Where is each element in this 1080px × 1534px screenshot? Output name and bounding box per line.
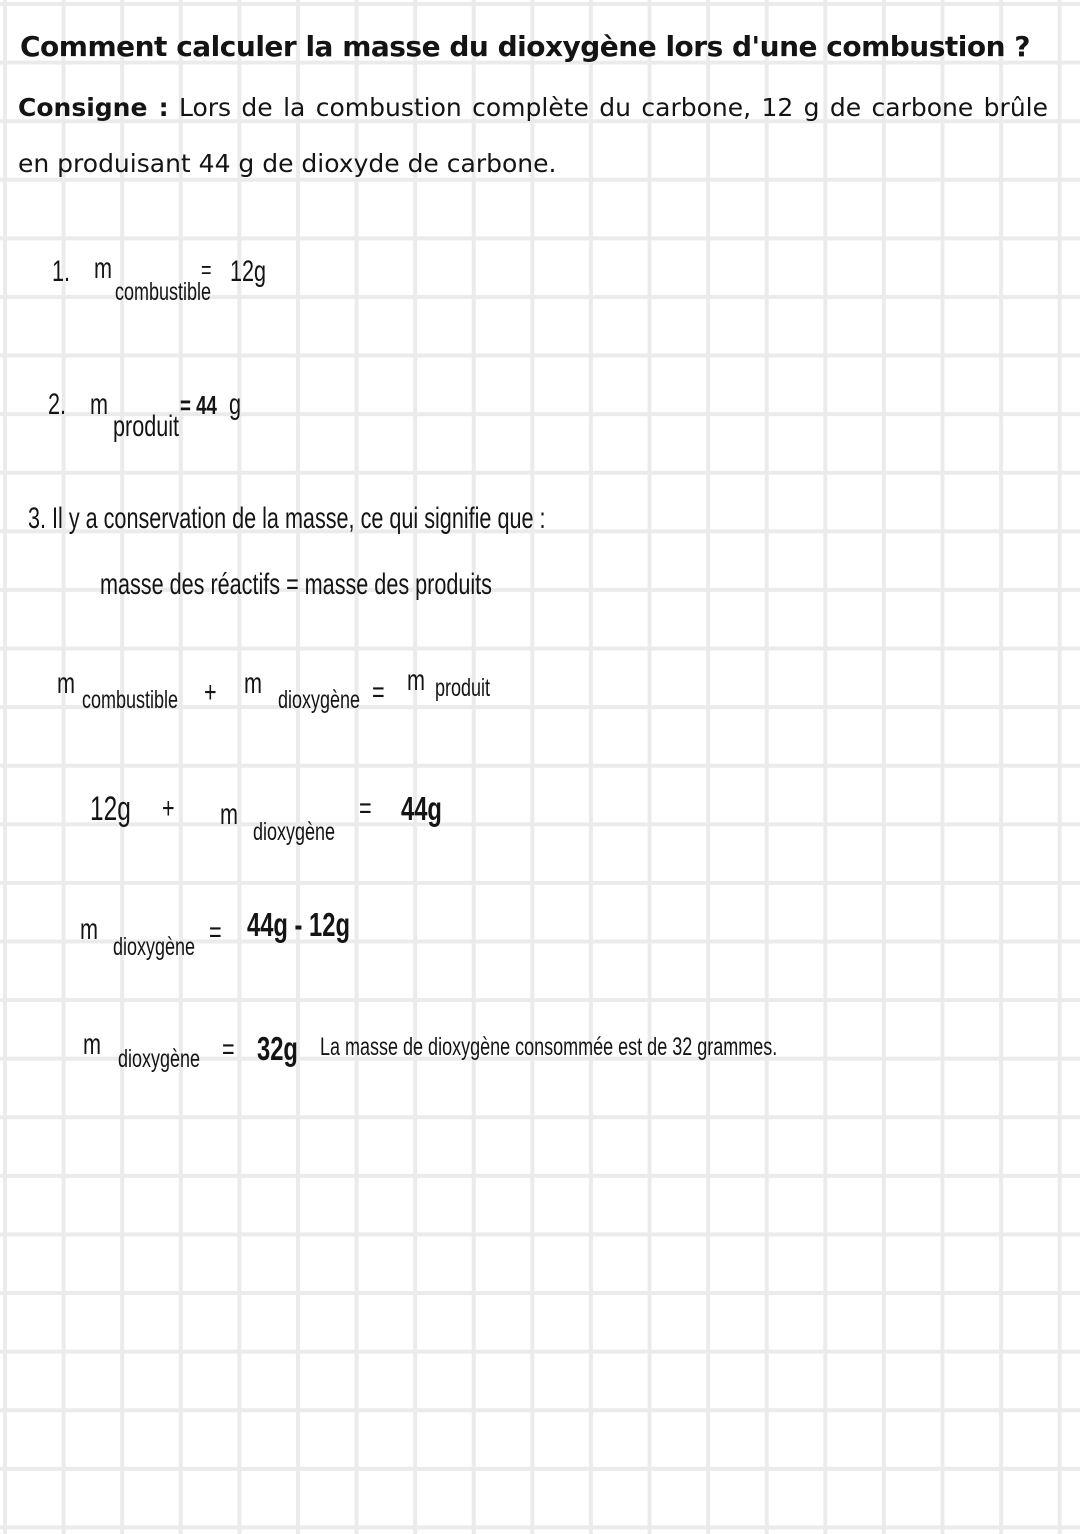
value: 12g xyxy=(230,255,267,288)
plus-sign: + xyxy=(162,792,175,825)
equals-sign: = xyxy=(222,1033,235,1066)
step-number: 2. xyxy=(48,388,67,421)
mass-symbol: m xyxy=(244,667,262,700)
conservation-rule: masse des réactifs = masse des produits xyxy=(100,568,492,601)
mass-symbol: m xyxy=(220,798,238,831)
mass-symbol: m xyxy=(80,913,98,946)
product-mass: 44g xyxy=(401,790,442,827)
mass-symbol: m xyxy=(407,664,425,697)
equals-sign: = xyxy=(359,792,372,825)
equals-sign: = xyxy=(201,256,212,284)
plus-sign: + xyxy=(204,676,217,709)
mass-symbol: m xyxy=(90,388,108,421)
instruction-label: Consigne : xyxy=(18,93,169,122)
subtraction: 44g - 12g xyxy=(247,906,351,943)
combustible-mass: 12g xyxy=(90,790,131,828)
step-number: 1. xyxy=(52,255,71,288)
subscript: produit xyxy=(435,674,491,702)
equals-sign: = xyxy=(209,916,222,949)
value: = 44 xyxy=(180,390,217,420)
unit: g xyxy=(229,388,242,421)
subscript: dioxygène xyxy=(253,818,336,846)
conservation-statement: 3. Il y a conservation de la masse, ce qui signifie que : xyxy=(28,502,546,535)
conclusion-text: La masse de dioxygène consommée est de 32 grammes. xyxy=(320,1033,778,1061)
instruction-text: Lors de la combustion complète du carbone, 12 g de carbone brûle en produisant 44 g de dioxyde de carbone. xyxy=(18,93,1048,178)
subscript: produit xyxy=(113,410,180,443)
subscript: dioxygène xyxy=(118,1045,201,1073)
subscript: combustible xyxy=(115,278,212,306)
mass-symbol: m xyxy=(57,667,75,700)
mass-symbol: m xyxy=(83,1028,101,1061)
mass-symbol: m xyxy=(94,252,112,285)
instruction-paragraph xyxy=(18,80,1048,192)
subscript: dioxygène xyxy=(113,933,196,961)
result: 32g xyxy=(257,1030,298,1067)
equals-sign: = xyxy=(372,676,385,709)
subscript: combustible xyxy=(82,686,179,714)
subscript: dioxygène xyxy=(278,686,361,714)
page-title: Comment calculer la masse du dioxygène lors d'une combustion ? xyxy=(20,30,1031,63)
